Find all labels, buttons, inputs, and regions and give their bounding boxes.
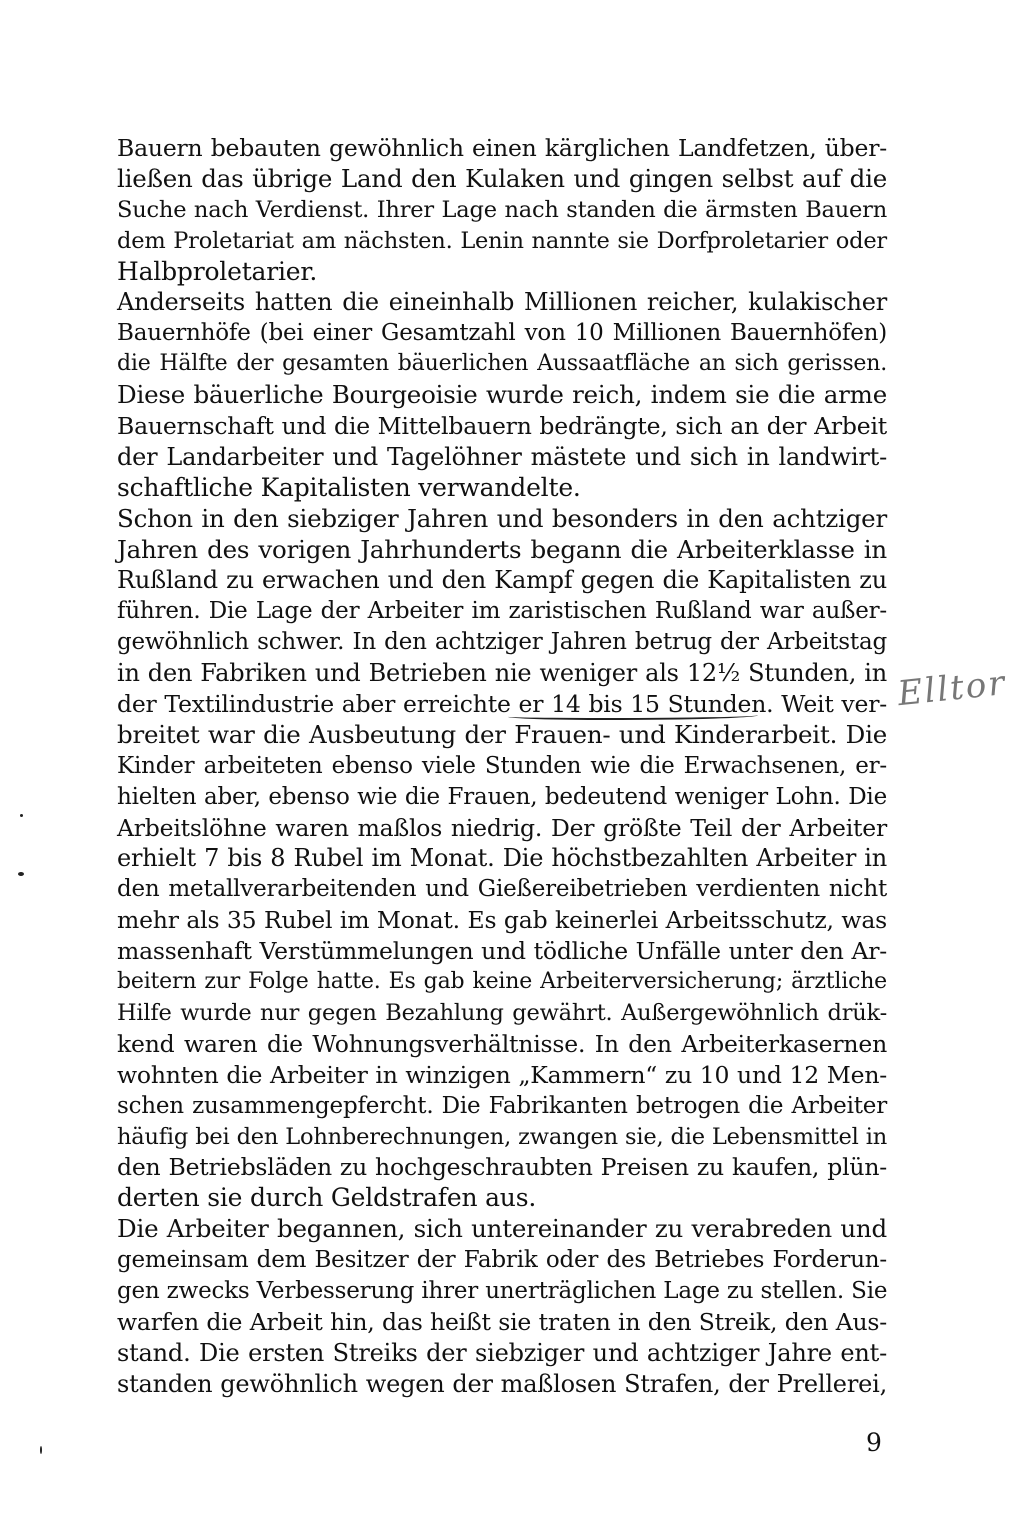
text-line: den Betriebsläden zu hochgeschraubten Preisen zu kaufen, plün- (117, 1153, 887, 1182)
text-line: warfen die Arbeit hin, das heißt sie traten in den Streik, den Aus- (117, 1307, 887, 1336)
paragraph-2 (117, 287, 887, 503)
text-line: Die Arbeiter begannen, sich untereinander zu verabreden und (117, 1214, 887, 1244)
text-line: führen. Die Lage der Arbeiter im zaristischen Rußland war außer- (117, 598, 887, 625)
text-line: den metallverarbeitenden und Gießereibetrieben verdienten nicht (117, 876, 887, 903)
text-line: Hilfe wurde nur gegen Bezahlung gewährt. Außergewöhnlich drük- (117, 999, 887, 1026)
text-line: standen gewöhnlich wegen der maßlosen Strafen, der Prellerei, (117, 1369, 887, 1398)
paragraph-1 (117, 133, 887, 287)
text-line: gemeinsam dem Besitzer der Fabrik oder des Betriebes Forderun- (117, 1247, 887, 1274)
text-line: Rußland zu erwachen und den Kampf gegen die Kapitalisten zu (117, 566, 887, 595)
text-line: derten sie durch Geldstrafen aus. (117, 1183, 537, 1213)
text-line: erhielt 7 bis 8 Rubel im Monat. Die höchstbezahlten Arbeiter in (117, 844, 887, 873)
text-line: in den Fabriken und Betrieben nie weniger als 12½ Stunden, in (117, 659, 887, 688)
text-line: Kinder arbeiteten ebenso viele Stunden wie die Erwachsenen, er- (117, 752, 887, 779)
paragraph-3 (117, 504, 887, 1214)
text-line: dem Proletariat am nächsten. Lenin nannte sie Dorfproletarier oder (117, 227, 887, 254)
paragraph-4 (117, 1214, 887, 1399)
text-line: Bauern bebauten gewöhnlich einen kärglichen Landfetzen, über- (117, 134, 887, 162)
text-line: breitet war die Ausbeutung der Frauen- und Kinderarbeit. Die (117, 719, 887, 749)
text-line: häufig bei den Lohnberechnungen, zwangen sie, die Lebensmittel in (117, 1123, 887, 1150)
text-line: der Landarbeiter und Tagelöhner mästete und sich in landwirt- (117, 442, 887, 471)
text-line: Anderseits hatten die eineinhalb Millionen reicher, kulakischer (117, 288, 887, 317)
text-line: Halbproletarier. (117, 256, 318, 286)
text-line: schaftliche Kapitalisten verwandelte. (117, 472, 581, 502)
page-body (117, 133, 887, 1400)
text-line: Bauernhöfe (bei einer Gesamtzahl von 10 Millionen Bauernhöfen) (117, 320, 887, 347)
text-line: Diese bäuerliche Bourgeoisie wurde reich, indem sie die arme (117, 380, 887, 410)
text-line: wohnten die Arbeiter in winzigen „Kammern“ zu 10 und 12 Men- (117, 1060, 887, 1089)
text-line: beitern zur Folge hatte. Es gab keine Arbeiterversicherung; ärztliche (117, 969, 887, 995)
text-line: Jahren des vorigen Jahrhunderts begann die Arbeiterklasse in (117, 534, 887, 564)
text-line: massenhaft Verstümmelungen und tödliche Unfälle unter den Ar- (117, 937, 887, 966)
text-line: die Hälfte der gesamten bäuerlichen Aussaatfläche an sich gerissen. (117, 351, 887, 377)
text-line: der Textilindustrie aber erreichte er 14 bis 15 Stunden. Weit ver- (117, 690, 887, 719)
text-line: mehr als 35 Rubel im Monat. Es gab keinerlei Arbeitsschutz, was (117, 906, 887, 935)
text-line: gen zwecks Verbesserung ihrer unerträglichen Lage zu stellen. Sie (117, 1277, 888, 1304)
margin-annotation: Elltor (895, 663, 1009, 715)
ink-speck (40, 1446, 42, 1454)
text-line: Suche nach Verdienst. Ihrer Lage nach standen die ärmsten Bauern (117, 196, 887, 223)
text-line: gewöhnlich schwer. In den achtziger Jahren betrug der Arbeitstag (117, 629, 887, 656)
page-number: 9 (866, 1428, 882, 1457)
text-line: kend waren die Wohnungsverhältnisse. In den Arbeiterkasernen (117, 1029, 887, 1058)
text-line: Bauernschaft und die Mittelbauern bedrängte, sich an der Arbeit (117, 412, 887, 441)
text-line: schen zusammengepfercht. Die Fabrikanten betrogen die Arbeiter (117, 1092, 887, 1119)
ink-speck (18, 872, 24, 876)
text-line: Arbeitslöhne waren maßlos niedrig. Der größte Teil der Arbeiter (117, 813, 887, 842)
text-line: Schon in den siebziger Jahren und besonders in den achtziger (117, 503, 887, 533)
ink-speck (20, 814, 23, 817)
text-line: ließen das übrige Land den Kulaken und gingen selbst auf die (117, 163, 887, 193)
text-line: stand. Die ersten Streiks der siebziger und achtziger Jahre ent- (117, 1338, 887, 1367)
text-line: hielten aber, ebenso wie die Frauen, bedeutend weniger Lohn. Die (117, 783, 887, 810)
